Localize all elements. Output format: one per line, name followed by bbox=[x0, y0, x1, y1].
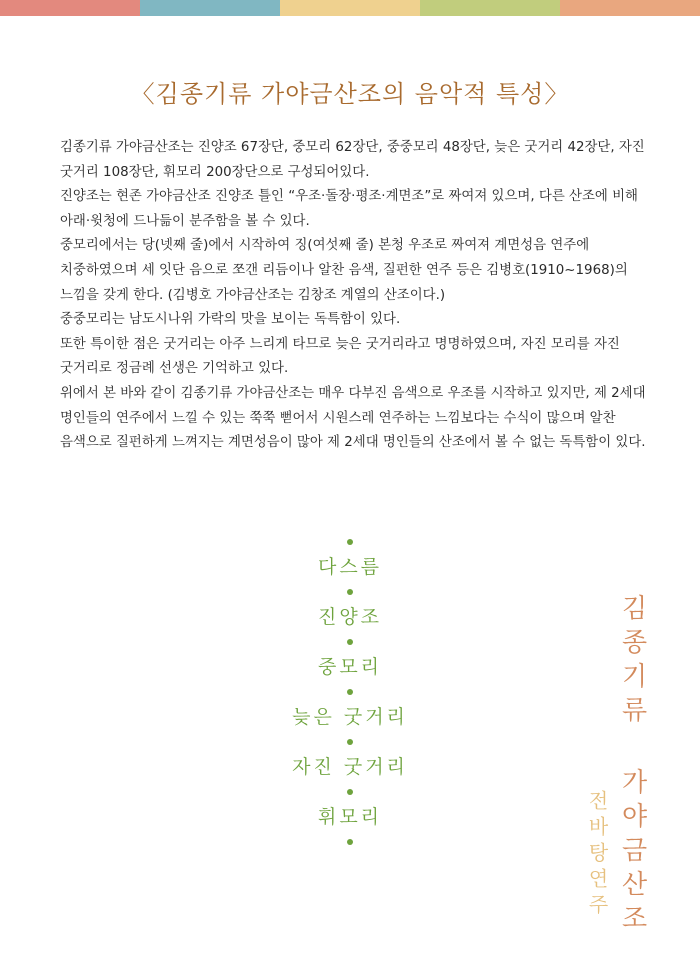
paragraph-composition: 김종기류 가야금산조는 진양조 67장단, 중모리 62장단, 중중모리 48장단, 늦은 굿거리 42장단, 자진 굿거리 108장단, 휘모리 200장단으로 구성되어있다. bbox=[60, 140, 645, 180]
movement-item: 진양조 bbox=[317, 606, 383, 628]
movement-item: 늦은 굿거리 bbox=[292, 706, 408, 728]
movement-list bbox=[250, 536, 450, 848]
movement-item: 휘모리 bbox=[317, 806, 383, 828]
vertical-subtitle: 전바탕연주 bbox=[585, 790, 609, 920]
paragraph-jungjungmori: 중중모리는 남도시나위 가락의 맛을 보이는 독특함이 있다. bbox=[60, 312, 401, 328]
paragraph-gutgeori: 또한 특이한 점은 굿거리는 아주 느리게 타므로 늦은 굿거리라고 명명하였으며, 자진 모리를 자진 굿거리로 정금례 선생은 기억하고 있다. bbox=[60, 336, 620, 377]
page-title: 〈김종기류 가야금산조의 음악적 특성〉 bbox=[130, 80, 570, 108]
separator-dot bbox=[347, 589, 353, 595]
movement-item: 중모리 bbox=[317, 656, 383, 678]
color-bar-segment-2 bbox=[140, 0, 280, 16]
separator-dot bbox=[347, 689, 353, 695]
paragraph-summary: 위에서 본 바와 같이 김종기류 가야금산조는 매우 다부진 음색으로 우조를 시작하고 있지만, 제 2세대 명인들의 연주에서 느낄 수 있는 쭉쭉 뻗어서 시원스레 연주하는 느낌보다는 수식이 많으며 알찬 음색으로 질펀하게 느껴지는 계면성음이 많아 제 2세대 명인들의 산조에서 볼 수 없는 독특함이 있다. bbox=[60, 385, 646, 451]
paragraph-jinyangjo: 진양조는 현존 가야금산조 진양조 틀인 “우조·돌장·평조·계면조”로 짜여져 있으며, 다른 산조에 비해 아래·윗청에 드나듦이 분주함을 볼 수 있다. bbox=[60, 189, 638, 229]
movement-item: 다스름 bbox=[317, 556, 383, 578]
color-bar-segment-1 bbox=[0, 0, 140, 16]
color-bar-segment-3 bbox=[280, 0, 420, 16]
separator-dot bbox=[347, 739, 353, 745]
top-color-bar bbox=[0, 0, 700, 16]
separator-dot bbox=[347, 789, 353, 795]
paragraph-jungmori: 중모리에서는 당(넷째 줄)에서 시작하여 징(여섯째 줄) 본청 우조로 짜여져 계면성음 연주에 치중하였으며 세 잇단 음으로 쪼갠 리듬이나 알찬 음색, 질펀한 연주 등은 김병호(1910~1968)의 느낌을 갖게 한다. (김병호 가야금산조는 김창조 계열의 산조이다.) bbox=[60, 238, 628, 303]
body-text bbox=[60, 136, 646, 456]
color-bar-segment-4 bbox=[420, 0, 560, 16]
separator-dot bbox=[347, 839, 353, 845]
color-bar-segment-5 bbox=[560, 0, 700, 16]
separator-dot bbox=[347, 539, 353, 545]
separator-dot bbox=[347, 639, 353, 645]
movement-item: 자진 굿거리 bbox=[292, 756, 408, 778]
vertical-title: 김종기류 가야금산조 bbox=[617, 594, 647, 938]
